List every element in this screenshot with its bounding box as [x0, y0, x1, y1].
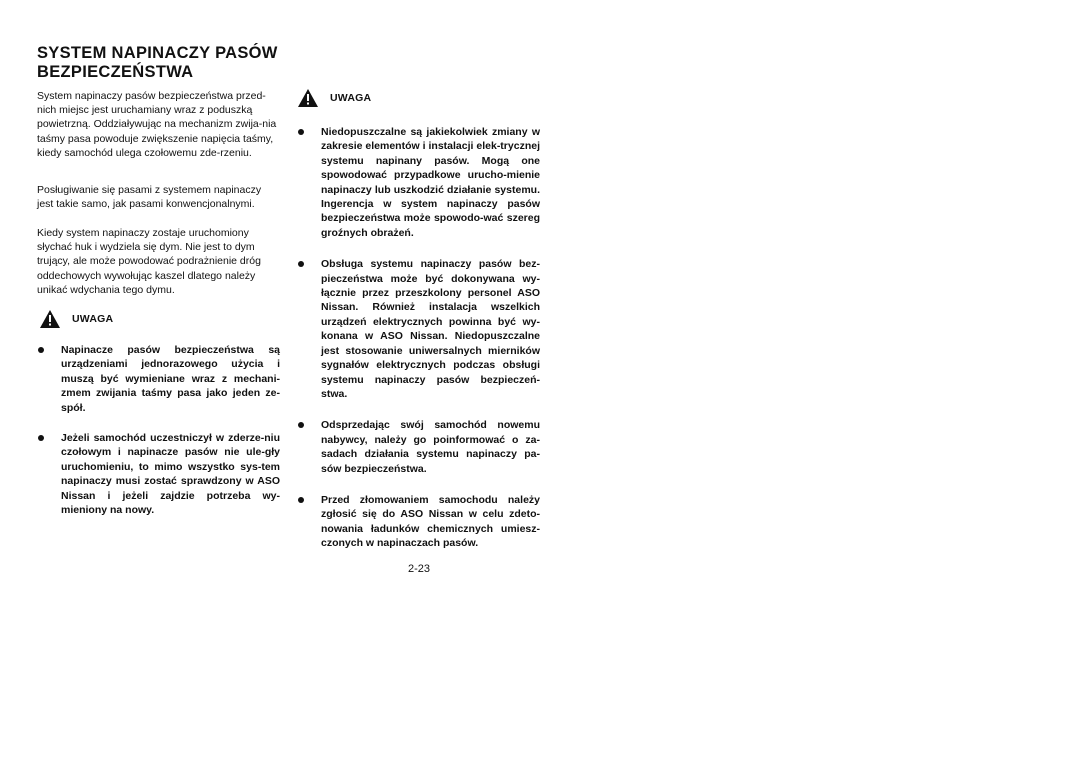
warning-header-right [298, 89, 371, 107]
list-item [37, 431, 280, 517]
page-number: 2-23 [408, 563, 431, 575]
smoke-paragraph: Kiedy system napinaczy zostaje uruchomiony słychać huk i wydziela się dym. Nie jest to dym trujący, ale może powodować podrażnienie dróg oddechowych wywołując kaszel dlatego należy unikać wdychania tego dymu. [37, 227, 261, 296]
warning-triangle-icon [298, 89, 318, 107]
list-item [297, 125, 540, 240]
list-item [297, 257, 540, 401]
list-item-text: Jeżeli samochód uczestniczył w zderze-niu czołowym i napinacze pasów nie ule-gły uruchomieniu, to mimo wszystko sys-tem napinaczy musi zostać sprawdzony w ASO Nissan i jeżeli zajdzie potrzeba wy-mieniony na nowy. [61, 432, 280, 517]
intro-paragraph: System napinaczy pasów bezpieczeństwa przed-nich miejsc jest uruchamiany wraz z poduszką powietrzną. Oddziaływując na mechanizm zwija-nia taśmy pasa powoduje zwiększenie napięcia taśmy, kiedy samochód ulega czołowemu zde-rzeniu. [37, 90, 277, 159]
usage-paragraph: Posługiwanie się pasami z systemem napinaczy jest takie samo, jak pasami konwencjonalnymi. [37, 184, 262, 211]
bullet-icon [298, 422, 304, 428]
list-item [297, 418, 540, 476]
warning-list-left [37, 343, 280, 517]
list-item [297, 493, 540, 551]
page-title: SYSTEM NAPINACZY PASÓW BEZPIECZEŃSTWA [37, 44, 278, 81]
list-item-text: Przed złomowaniem samochodu należy zgłosić się do ASO Nissan w celu zdeto-nowania ładunków chemicznych umiesz-czonych w napinaczach pasów. [321, 493, 540, 550]
list-item-text: Odsprzedając swój samochód nowemu nabywcy, należy go poinformować o za-sadach działania systemu napinaczy pa-sów bezpieczeństwa. [321, 419, 540, 475]
warning-label: UWAGA [72, 313, 114, 325]
warning-triangle-icon [40, 310, 60, 328]
warning-header-left [40, 310, 113, 328]
warning-list-right [297, 125, 540, 551]
list-item-text: Obsługa systemu napinaczy pasów bez-pieczeństwa może być dokonywana wy-łącznie przez przeszkolony personel ASO Nissan. Również instalacja wszelkich urządzeń elektrycznych powinna być wy-konana w ASO Nissan. Niedopuszczalne jest stosowanie uniwersalnych mierników sygnałów elektrycznych podczas obsługi systemu napinaczy pasów bezpieczeń-stwa. [321, 258, 540, 400]
bullet-icon [298, 129, 304, 135]
warning-label: UWAGA [330, 92, 372, 104]
bullet-icon [298, 261, 304, 267]
list-item-text: Niedopuszczalne są jakiekolwiek zmiany w zakresie elementów i instalacji elek-trycznej systemu napinany pasów. Mogą one spowodować przypadkowe urucho-mienie napinaczy lub uszkodzić działanie systemu. Ingerencja w system napinaczy pasów bezpieczeństwa może spowodo-wać szereg groźnych obrażeń. [321, 126, 540, 239]
bullet-icon [38, 435, 44, 441]
list-item-text: Napinacze pasów bezpieczeństwa są urządzeniami jednorazowego użycia i muszą być wymieniane wraz z mechani-zmem zwijania taśmy pasa jako jeden ze-spół. [61, 344, 280, 414]
list-item [37, 343, 280, 415]
bullet-icon [38, 347, 44, 353]
bullet-icon [298, 497, 304, 503]
